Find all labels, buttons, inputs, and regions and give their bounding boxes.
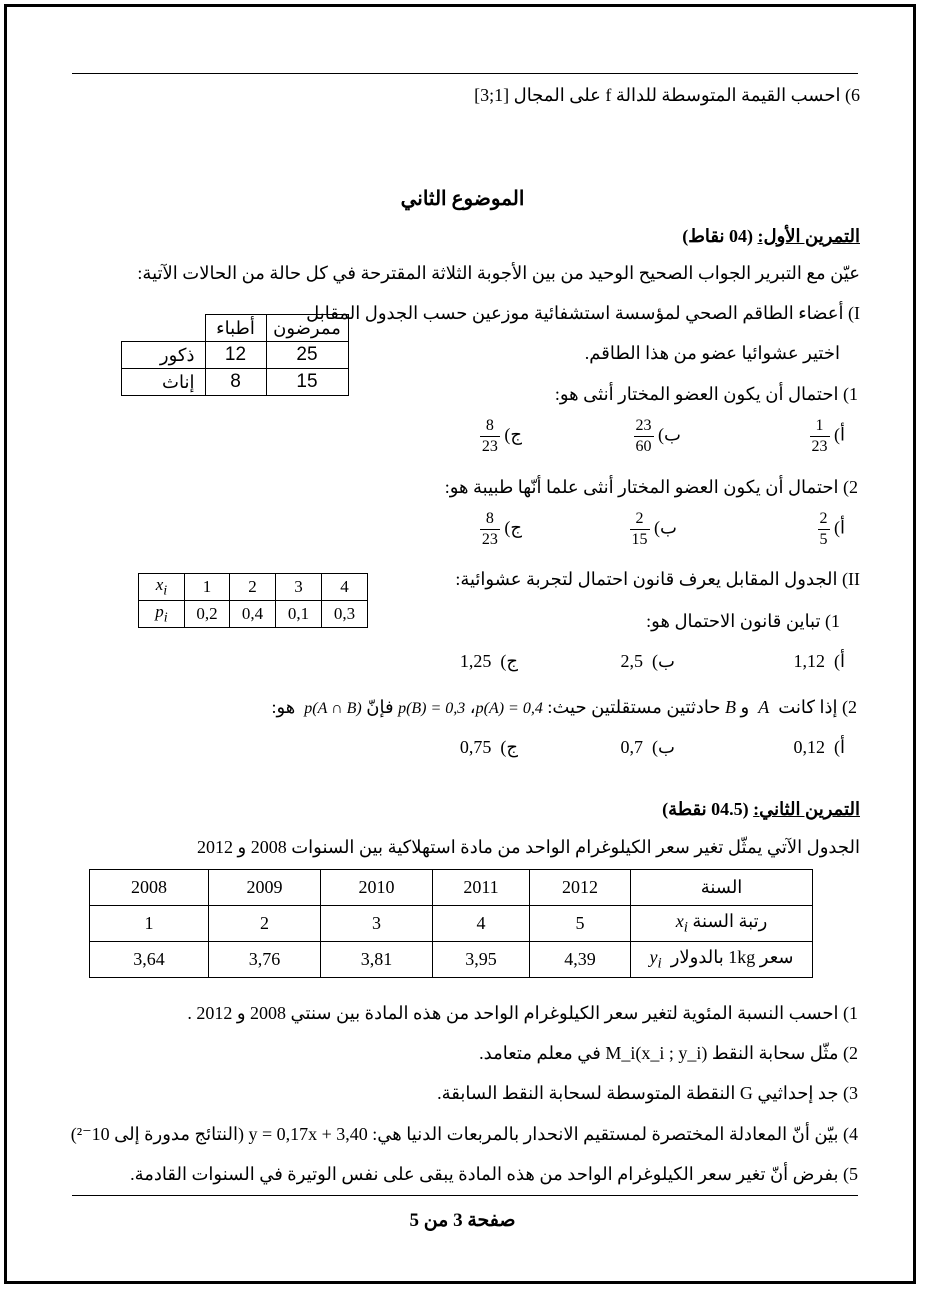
fraction-den: 23	[481, 438, 498, 455]
rank-cell: 1	[90, 906, 209, 942]
fraction-num: 23	[634, 416, 654, 437]
q4-option-a	[794, 736, 846, 758]
fraction	[630, 509, 650, 550]
fraction	[480, 509, 500, 550]
law-x-var: x	[155, 574, 164, 594]
q2-option-c	[480, 509, 522, 550]
law-x-header	[139, 574, 185, 601]
ex2-q1: 1) احسب النسبة المئوية لتغير سعر الكيلوغرام الواحد من هذه المادة بين سنتي 2008 و 2012 .	[187, 1003, 858, 1023]
ex1-points: (04 نقاط)	[682, 226, 758, 246]
staff-header-nurses: ممرضون	[266, 315, 348, 342]
ex2-q3: 3) جد إحداثيي G النقطة المتوسطة لسحابة النقط السابقة.	[437, 1083, 858, 1103]
staff-cell: 25	[266, 342, 348, 369]
staff-cell: 15	[266, 369, 348, 396]
staff-table	[121, 314, 349, 396]
staff-row-label: إناث	[122, 369, 206, 396]
q1-option-a	[810, 416, 846, 457]
law-p-header	[139, 601, 185, 628]
law-x-sub: i	[163, 582, 168, 599]
fraction	[810, 416, 830, 457]
rank-cell: 4	[433, 906, 530, 942]
q4-then: فإنّ	[366, 697, 394, 717]
year-cell: 2012	[530, 870, 631, 906]
price-cell: 4,39	[530, 942, 631, 978]
rank-var: x	[675, 910, 684, 931]
price-cell: 3,81	[321, 942, 433, 978]
top-rule	[72, 73, 858, 74]
price-table	[89, 869, 813, 978]
option-label: ج)	[500, 651, 518, 671]
page-number: صفحة 3 من 5	[409, 1210, 516, 1231]
ex2-points: (04.5 نقطة)	[662, 799, 754, 819]
ex1-part1-line1: I) أعضاء الطاقم الصحي لمؤسسة استشفائية موزعين حسب الجدول المقابل	[306, 303, 860, 323]
q4-option-b	[621, 736, 675, 758]
ex1-part2-line1: II) الجدول المقابل يعرف قانون احتمال لتجربة عشوائية:	[455, 569, 860, 589]
ex2-q5: 5) بفرض أنّ تغير سعر الكيلوغرام الواحد من هذه المادة يبقى على نفس الوتيرة في السنوات القادمة.	[130, 1164, 858, 1184]
law-x-cell: 2	[230, 574, 276, 601]
q4-prob-a: p(A) = 0,4	[475, 700, 543, 717]
ex2-heading	[662, 798, 860, 820]
law-p-cell: 0,3	[322, 601, 368, 628]
option-label: ب)	[658, 424, 681, 445]
option-label: أ)	[834, 737, 845, 757]
option-value: 0,75	[459, 737, 492, 757]
law-p-var: p	[155, 601, 164, 621]
law-p-cell: 0,4	[230, 601, 276, 628]
fraction-num: 2	[630, 509, 650, 530]
option-label: أ)	[834, 651, 845, 671]
staff-cell: 8	[205, 369, 266, 396]
law-p-cell: 0,2	[185, 601, 230, 628]
option-label: ب)	[652, 737, 675, 757]
q4-event-a: A	[758, 697, 770, 717]
ex1-q4	[271, 696, 857, 720]
q4-prob-intersection: p(A ∩ B)	[304, 700, 362, 717]
fraction-den: 60	[635, 438, 652, 455]
option-value: 2,5	[620, 651, 644, 671]
fraction-den: 15	[631, 531, 648, 548]
ex1-q3: 1) تباين قانون الاحتمال هو:	[646, 611, 840, 631]
q4-option-c	[460, 736, 518, 758]
q3-option-a	[794, 650, 846, 672]
option-label: ج)	[504, 517, 522, 538]
price-cell: 3,76	[209, 942, 321, 978]
fraction-den: 23	[811, 438, 828, 455]
option-value: 1,25	[459, 651, 492, 671]
q1-option-b	[634, 416, 681, 457]
price-row-label-rank	[631, 906, 813, 942]
subject-title: الموضوع الثاني	[400, 188, 525, 210]
ex2-intro: الجدول الآتي يمثّل تغير سعر الكيلوغرام الواحد من مادة استهلاكية بين السنوات 2008 و 2012	[197, 837, 860, 857]
rank-cell: 2	[209, 906, 321, 942]
year-cell: 2008	[90, 870, 209, 906]
option-label: أ)	[834, 424, 845, 445]
law-p-sub: i	[163, 609, 168, 626]
ex1-heading-label: التمرين الأول:	[757, 226, 860, 246]
staff-row-label: ذكور	[122, 342, 206, 369]
rank-cell: 5	[530, 906, 631, 942]
q2-option-a	[818, 509, 846, 550]
fraction	[818, 509, 830, 550]
ex1-q2: 2) احتمال أن يكون العضو المختار أنثى علما أنّها طبيبة هو:	[444, 477, 858, 497]
option-value: 0,12	[793, 737, 825, 757]
q3-option-b	[621, 650, 675, 672]
year-cell: 2009	[209, 870, 321, 906]
q1-option-c	[480, 416, 522, 457]
ex1-heading	[682, 225, 860, 247]
staff-cell: 12	[205, 342, 266, 369]
q4-is: هو:	[271, 697, 296, 717]
ex1-q1: 1) احتمال أن يكون العضو المختار أنثى هو:	[554, 384, 858, 404]
fraction-den: 23	[481, 531, 498, 548]
ex2-q2: 2) مثّل سحابة النقط M_i(x_i ; y_i) في معلم متعامد.	[479, 1043, 858, 1063]
option-label: ج)	[500, 737, 518, 757]
price-var: y	[649, 946, 658, 967]
price-label: سعر 1kg بالدولار	[670, 946, 794, 967]
q3-option-c	[460, 650, 518, 672]
staff-header-doctors: أطباء	[205, 315, 266, 342]
q4-prob-b: p(B) = 0,3	[398, 700, 466, 717]
fraction	[480, 416, 500, 457]
law-x-cell: 3	[276, 574, 322, 601]
fraction-num: 2	[818, 509, 830, 530]
option-label: ب)	[652, 651, 675, 671]
option-label: أ)	[834, 517, 845, 538]
rank-label: رتبة السنة	[692, 910, 768, 931]
bottom-rule	[72, 1195, 858, 1196]
price-sub: i	[657, 955, 662, 972]
ex1-instruction: عيّن مع التبرير الجواب الصحيح الوحيد من بين الأجوبة الثلاثة المقترحة في كل حالة من الحالات الآتية:	[137, 263, 860, 283]
ex2-heading-label: التمرين الثاني:	[753, 799, 860, 819]
option-value: 0,7	[620, 737, 644, 757]
fraction	[634, 416, 654, 457]
fraction-num: 8	[480, 509, 500, 530]
q4-and: و	[740, 697, 750, 717]
law-x-cell: 1	[185, 574, 230, 601]
q4-text: حادثتين مستقلتين حيث:	[547, 697, 721, 717]
law-x-cell: 4	[322, 574, 368, 601]
fraction-num: 8	[480, 416, 500, 437]
price-cell: 3,64	[90, 942, 209, 978]
law-p-cell: 0,1	[276, 601, 322, 628]
option-label: ب)	[654, 517, 677, 538]
price-row-label-year: السنة	[631, 870, 813, 906]
option-label: ج)	[504, 424, 522, 445]
question-6: 6) احسب القيمة المتوسطة للدالة f على المجال [1;3]	[474, 85, 860, 105]
q2-option-b	[630, 509, 677, 550]
q4-event-b: B	[725, 697, 737, 717]
fraction-num: 1	[810, 416, 830, 437]
rank-cell: 3	[321, 906, 433, 942]
q4-comma: ،	[469, 697, 476, 717]
ex2-q4: 4) بيّن أنّ المعادلة المختصرة لمستقيم الانحدار بالمربعات الدنيا هي: y = 0,17x + 3,40 (النتائج مدورة إلى 10⁻²)	[70, 1124, 858, 1144]
fraction-den: 5	[819, 531, 828, 548]
year-cell: 2010	[321, 870, 433, 906]
ex1-part1-line2: اختير عشوائيا عضو من هذا الطاقم.	[584, 343, 840, 363]
year-cell: 2011	[433, 870, 530, 906]
staff-table-corner	[122, 315, 206, 342]
rank-sub: i	[683, 919, 688, 936]
q4-text: 2) إذا كانت	[778, 697, 857, 717]
price-cell: 3,95	[433, 942, 530, 978]
probability-law-table	[138, 573, 368, 628]
option-value: 1,12	[793, 651, 825, 671]
price-row-label-price	[631, 942, 813, 978]
